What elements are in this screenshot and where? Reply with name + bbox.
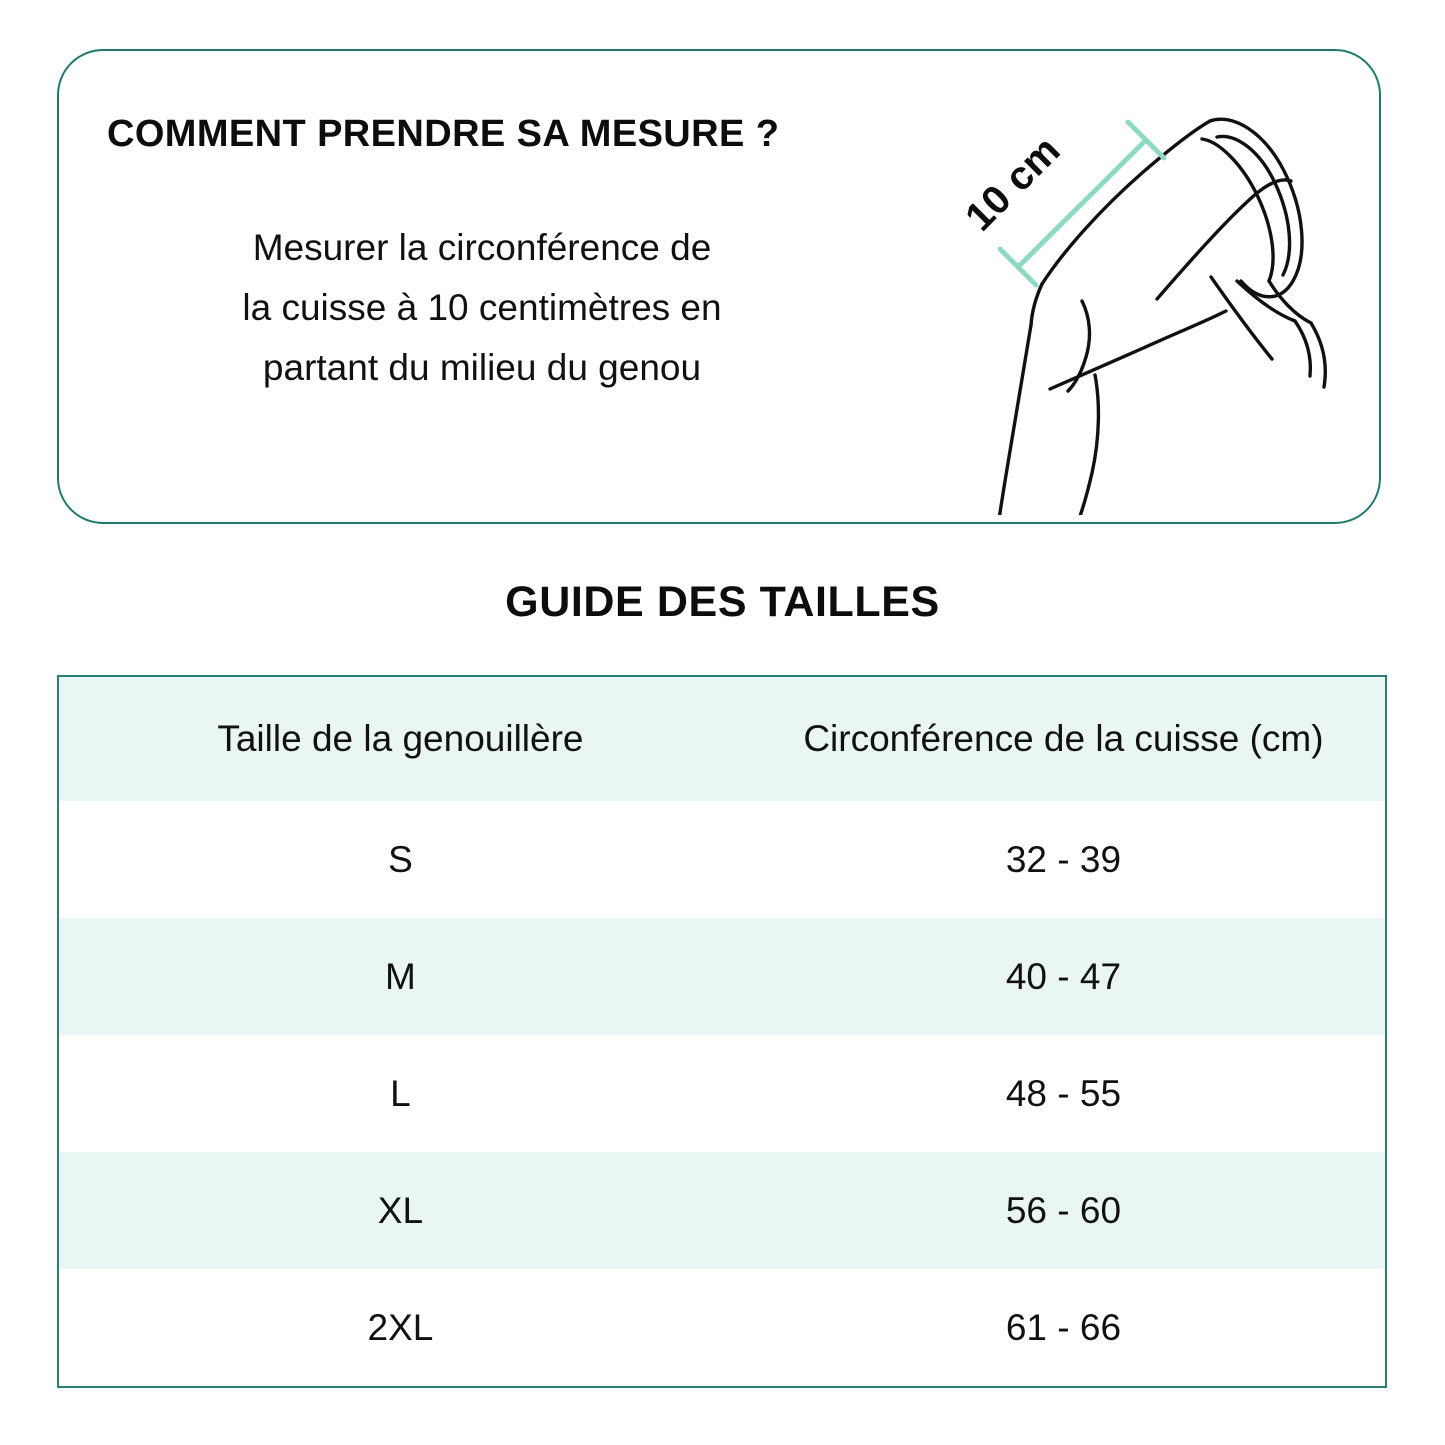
dimension-label: 10 cm [957,128,1069,240]
cell-circumference: 32 - 39 [742,801,1385,918]
measure-instruction-text [107,156,857,398]
cell-circumference: 61 - 66 [742,1269,1385,1386]
instruction-line-3: partant du milieu du genou [262,346,702,388]
measure-instruction-card [57,49,1381,524]
table-row [59,1152,1385,1269]
cell-circumference: 56 - 60 [742,1152,1385,1269]
table-row [59,801,1385,918]
measure-heading: COMMENT PRENDRE SA MESURE ? [107,113,780,155]
cell-size: S [59,801,742,918]
cell-size: M [59,918,742,1035]
guide-des-tailles-title: GUIDE DES TAILLES [505,578,940,626]
cell-size: XL [59,1152,742,1269]
table-row [59,1269,1385,1386]
size-guide-table-container [57,675,1387,1388]
leg-measurement-illustration [914,45,1384,515]
size-table-body [59,801,1385,1386]
cell-size: 2XL [59,1269,742,1386]
measure-text-column [107,113,907,398]
table-row [59,918,1385,1035]
size-table-head [59,677,1385,801]
cell-circumference: 40 - 47 [742,918,1385,1035]
cell-size: L [59,1035,742,1152]
header-size: Taille de la genouillère [59,677,742,801]
table-header-row [59,677,1385,801]
size-guide-table [59,677,1385,1386]
header-circumference: Circonférence de la cuisse (cm) [742,677,1385,801]
cell-circumference: 48 - 55 [742,1035,1385,1152]
instruction-line-1: Mesurer la circonférence de [252,227,712,268]
table-row [59,1035,1385,1152]
instruction-line-2: la cuisse à 10 centimètres en [242,286,722,328]
